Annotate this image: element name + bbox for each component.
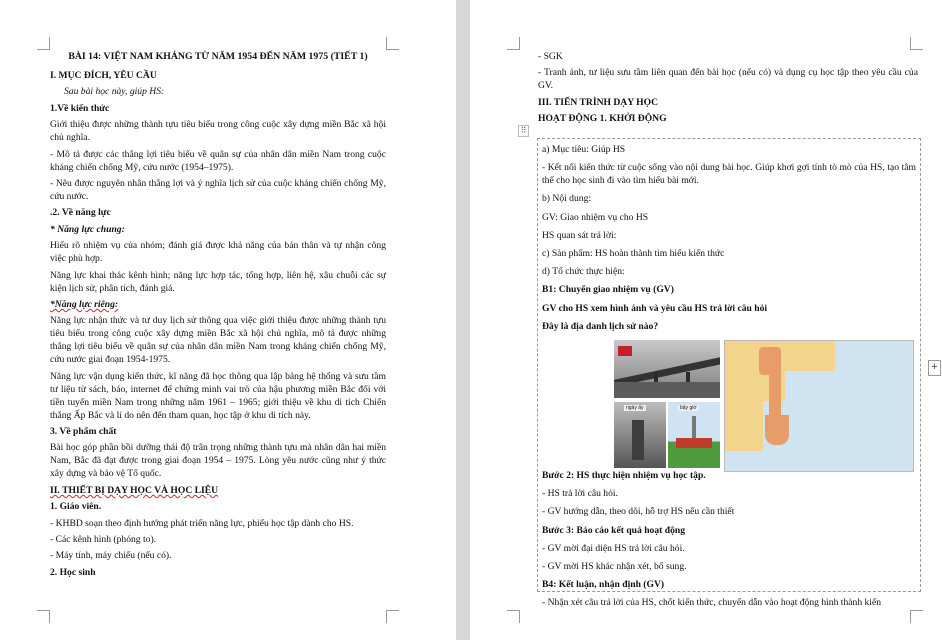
page-gap (456, 0, 470, 640)
text-line: - Các kênh hình (phóng to). (50, 534, 157, 546)
table-move-handle-icon[interactable]: ⠿ (518, 125, 529, 137)
text-line: B4: Kết luận, nhận định (GV) (542, 579, 665, 591)
text-line: - Máy tính, máy chiếu (nếu có). (50, 550, 172, 562)
historical-images-collage[interactable] (614, 340, 912, 470)
text-line: 1. Giáo viên. (50, 501, 102, 513)
text-line: Hiểu rõ nhiệm vụ của nhóm; đánh giá được khả năng của bản thân và tự nhận công việc phù hợp. (50, 240, 386, 265)
text-line: a) Mục tiêu: Giúp HS (542, 144, 626, 155)
right-page-content (538, 50, 918, 129)
text-line: 3. Về phẩm chất (50, 426, 117, 438)
text-line: - Mô tả được các thắng lợi tiêu biểu về quân sự của nhân dân miền Nam trong cuộc kháng chiến chống Mỹ, cứu nước (1954–1975). (50, 148, 386, 173)
text-line: II. THIẾT BỊ DẠY HỌC VÀ HỌC LIỆU (50, 484, 219, 496)
text-line: - Nhận xét câu trả lời của HS, chốt kiến thức, chuyển dẫn vào hoạt động hình thành kiến (542, 597, 882, 609)
text-line: - GV mời HS khác nhận xét, bổ sung. (542, 560, 687, 572)
document-page-left (0, 0, 456, 640)
left-text-body (50, 69, 386, 579)
crop-mark (37, 37, 50, 50)
text-line: - GV hướng dẫn, theo dõi, hỗ trợ HS nếu cần thiết (542, 506, 735, 518)
text-line: .2. Về năng lực (50, 207, 111, 219)
text-line: - HS trả lời câu hỏi. (542, 488, 618, 500)
text-line: * Năng lực chung: (50, 223, 125, 235)
photo-label-now: bây giờ (680, 405, 697, 411)
text-line: Bài học góp phần bồi dưỡng thái độ trân trọng những thành tựu mà nhân dân hai miền Nam, Bắc đã đạt được trong giai đoạn 1954 – 1975. Lòng yêu nước cũng như ý thức xây dựng và bảo vệ Tổ quốc. (50, 442, 386, 480)
text-line: B1: Chuyển giao nhiệm vụ (GV) (542, 284, 674, 296)
text-line: c) Sản phẩm: HS hoàn thành tìm hiểu kiến thức (542, 247, 725, 259)
text-line: GV: Giao nhiệm vụ cho HS (542, 211, 649, 223)
text-line: 2. Học sinh (50, 566, 96, 578)
text-line: HOẠT ĐỘNG 1. KHỞI ĐỘNG (538, 113, 667, 125)
text-line: I. MỤC ĐÍCH, YÊU CẦU (50, 70, 157, 81)
text-line: Bước 3: Báo cáo kết quả hoạt động (542, 524, 685, 536)
bridge-photo (614, 340, 720, 398)
text-line: Giới thiệu được những thành tựu tiêu biểu trong công cuộc xây dựng miền Bắc xã hội chủ nghĩa. (50, 119, 386, 144)
text-line: *Năng lực riêng: (50, 298, 119, 310)
text-line: 1.Về kiến thức (50, 102, 110, 114)
crop-mark (507, 37, 520, 50)
text-line: d) Tổ chức thực hiện: (542, 266, 625, 278)
text-line: Bước 2: HS thực hiện nhiệm vụ học tập. (542, 470, 706, 481)
text-line: HS quan sát trả lời: (542, 229, 617, 241)
text-line: Đây là địa danh lịch sử nào? (542, 320, 659, 332)
vietnam-map (724, 340, 914, 472)
text-line: - SGK (538, 51, 563, 62)
text-line: b) Nội dung: (542, 193, 592, 205)
flag-shape (618, 346, 632, 356)
text-line: III. TIẾN TRÌNH DẠY HỌC (538, 96, 659, 108)
text-line: Năng lực vận dụng kiến thức, kĩ năng đã học thông qua lập bảng hệ thống và sưu tầm tư liệu từ sách, báo, internet để chứng minh vai trò của hậu phương miền Bắc đối với tiền tuyến miền Nam trong những năm 1961 – 1965; giới thiệu về khu di tích Chiến thắng Ấp Bắc và lí do nên đến tham quan, học tập ở khu di tích này. (50, 370, 386, 421)
text-line: - Kết nối kiến thức từ cuộc sống vào nội dung bài học. Giúp khơi gợi tính tò mò của HS, tạo tâm thế cho học sinh đi vào tìm hiểu bài mới. (542, 162, 916, 187)
crop-mark (37, 610, 50, 623)
text-line: Năng lực khai thác kênh hình; năng lực hợp tác, tổng hợp, liên hệ, xâu chuỗi các sự kiện lịch sử, phân tích, đánh giá. (50, 269, 386, 294)
lesson-title: BÀI 14: VIỆT NAM KHÁNG TỪ NĂM 1954 ĐẾN NĂM 1975 (TIẾT 1) (68, 51, 368, 62)
text-line: - Tranh ảnh, tư liệu sưu tầm liên quan đến bài học (nếu có) và dụng cụ học tập theo yêu cầu của GV. (538, 67, 918, 92)
activity-table-text-steps (542, 469, 916, 615)
text-line: Năng lực nhận thức và tư duy lịch sử thông qua việc giới thiệu được những thành tựu tiêu biểu trong công cuộc xây dựng miền Bắc xã hội chủ nghĩa, mô tả được những thắng lợi tiêu biểu về quân sự của nhân dân miền Nam trong kháng chiến chống Mỹ, cứu nước giai đoạn 1954-1975. (50, 315, 386, 366)
activity-table-text (542, 143, 916, 338)
photo-label-then: ngày ấy (626, 405, 644, 411)
add-icon[interactable]: + (928, 360, 941, 376)
crop-mark (386, 37, 399, 50)
left-page-content (50, 50, 386, 582)
crop-mark (507, 610, 520, 623)
text-line: - Nêu được nguyên nhân thắng lợi và ý nghĩa lịch sử của cuộc kháng chiến chống Mỹ, cứu nước. (50, 177, 386, 202)
text-line: GV cho HS xem hình ảnh và yêu cầu HS trả lời câu hỏi (542, 302, 768, 314)
crop-mark (910, 37, 923, 50)
right-text-body (538, 50, 918, 125)
crop-mark (386, 610, 399, 623)
then-photo (614, 402, 666, 468)
now-photo (668, 402, 720, 468)
text-line: Sau bài học này, giúp HS: (64, 86, 165, 98)
text-line: - GV mời đại diện HS trả lời câu hỏi. (542, 542, 685, 554)
text-line: - KHBD soạn theo định hướng phát triển năng lực, phiếu học tập dành cho HS. (50, 517, 354, 529)
